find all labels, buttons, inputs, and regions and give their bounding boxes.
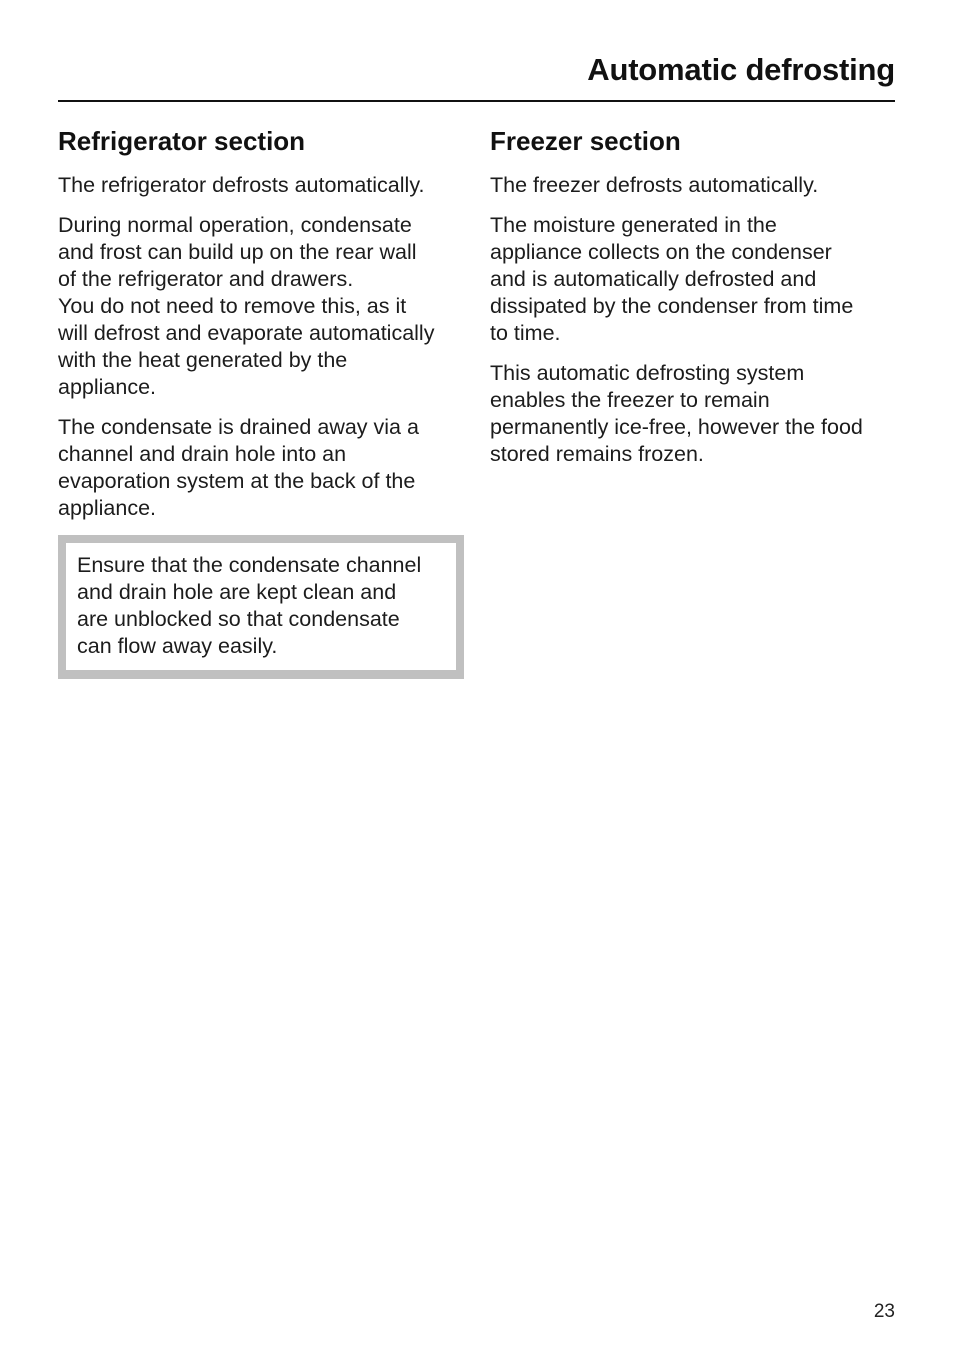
freezer-heading: Freezer section — [490, 126, 681, 156]
refrigerator-paragraph-1: The refrigerator defrosts automatically. — [58, 173, 425, 197]
freezer-paragraph-1: The freezer defrosts automatically. — [490, 173, 819, 197]
freezer-section — [490, 125, 895, 481]
refrigerator-heading: Refrigerator section — [58, 126, 306, 156]
page-title: Automatic defrosting — [587, 52, 895, 87]
title-divider — [58, 100, 895, 102]
refrigerator-section — [58, 125, 464, 679]
note-box — [58, 535, 464, 679]
note-text: Ensure that the condensate channel and drain hole are kept clean and are unblocked so that condensate can flow away easily. — [66, 543, 456, 670]
page-number: 23 — [873, 1301, 895, 1322]
refrigerator-paragraph-3: The condensate is drained away via a channel and drain hole into an evaporation system at the back of the appliance. — [58, 415, 419, 520]
freezer-paragraph-2: The moisture generated in the appliance collects on the condenser and is automatically defrosted and dissipated by the condenser from time to time. — [490, 213, 854, 345]
freezer-paragraph-3: This automatic defrosting system enables the freezer to remain permanently ice-free, however the food stored remains frozen. — [490, 361, 863, 466]
refrigerator-paragraph-2: During normal operation, condensate and frost can build up on the rear wall of the refrigerator and drawers. You do not need to remove this, as it will defrost and evaporate automatically with the heat generated by the appliance. — [58, 213, 435, 399]
